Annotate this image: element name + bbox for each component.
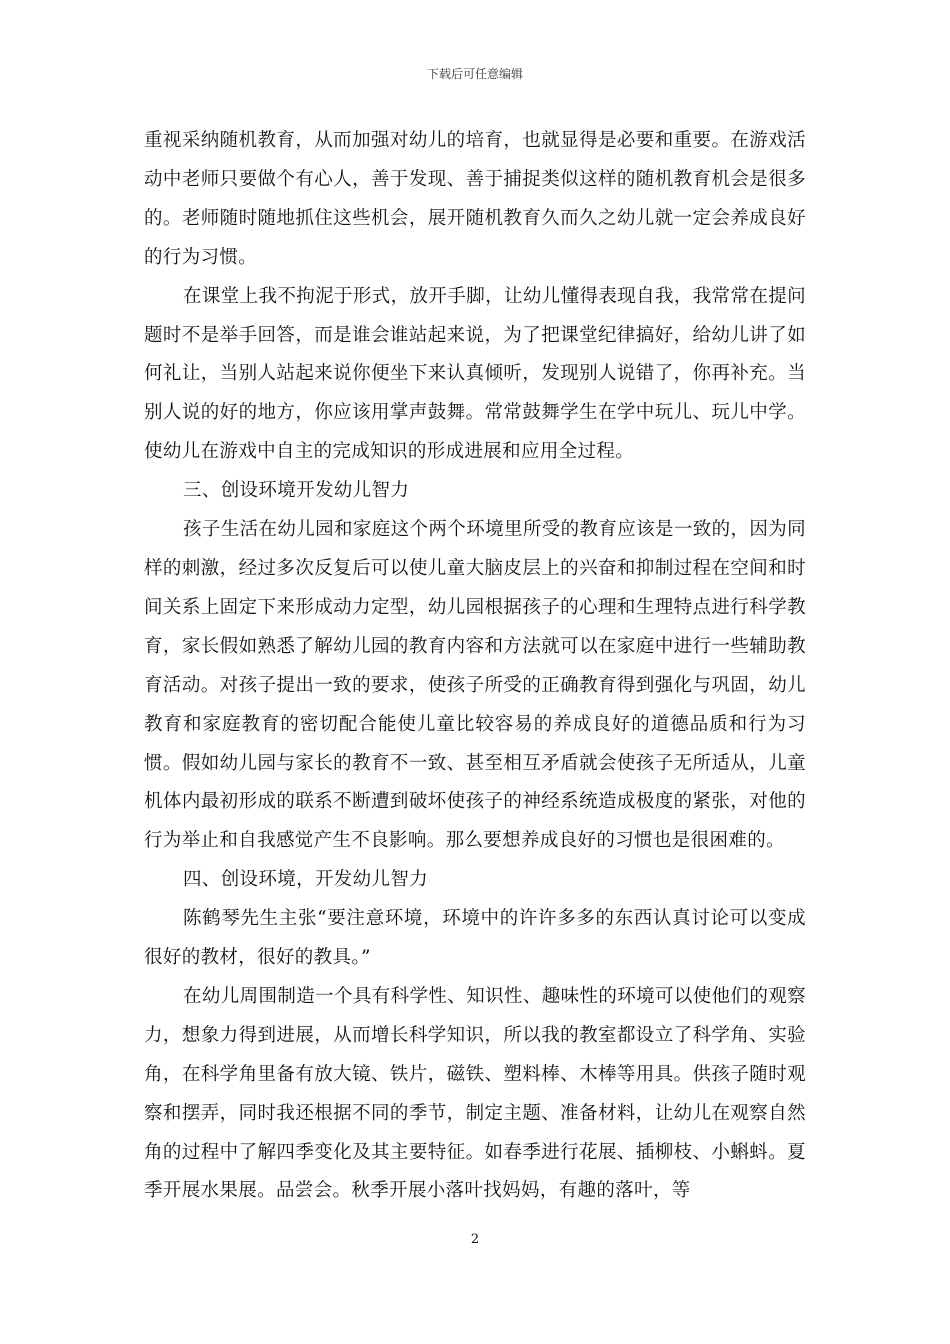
page-header: 下载后可任意编辑 bbox=[426, 67, 523, 81]
section-heading-four: 四、创设环境，开发幼儿智力 bbox=[183, 869, 429, 891]
section-heading-three: 三、创设环境开发幼儿智力 bbox=[183, 480, 410, 502]
paragraph-environment: 在幼儿周围制造一个具有科学性、知识性、趣味性的环境可以使他们的观察力，想象力得到进展，从而增长科学知识，所以我的教室都设立了科学角、实验角，在科学角里备有放大镜、铁片，磁铁、塑料棒、木棒等用具。供孩子随时观察和摆弄，同时我还根据不同的季节，制定主题、准备材料，让幼儿在观察自然角的过程中了解四季变化及其主要特征。如春季进行花展、插柳枝、小蝌蚪。夏季开展水果展。品尝会。秋季开展小落叶找妈妈，有趣的落叶，等 bbox=[144, 985, 806, 1202]
paragraph-continuation: 重视采纳随机教育，从而加强对幼儿的培育，也就显得是必要和重要。在游戏活动中老师只要做个有心人，善于发现、善于捕捉类似这样的随机教育机会是很多的。老师随时随地抓住这些机会，展开随机教育久而久之幼儿就一定会养成良好的行为习惯。 bbox=[144, 130, 806, 268]
paragraph-classroom: 在课堂上我不拘泥于形式，放开手脚，让幼儿懂得表现自我，我常常在提问题时不是举手回答，而是谁会谁站起来说，为了把课堂纪律搞好，给幼儿讲了如何礼让，当别人站起来说你便坐下来认真倾听，发现别人说错了，你再补充。当别人说的好的地方，你应该用掌声鼓舞。常常鼓舞学生在学中玩儿、玩儿中学。使幼儿在游戏中自主的完成知识的形成进展和应用全过程。 bbox=[144, 285, 806, 463]
body-text bbox=[144, 122, 806, 1211]
paragraph-quote: 陈鹤琴先生主张“要注意环境，环境中的许许多多的东西认真讨论可以变成很好的教材，很好的教具。” bbox=[144, 908, 806, 969]
page-number: 2 bbox=[470, 1232, 480, 1247]
paragraph-home-school: 孩子生活在幼儿园和家庭这个两个环境里所受的教育应该是一致的，因为同样的刺激，经过多次反复后可以使儿童大脑皮层上的兴奋和抑制过程在空间和时间关系上固定下来形成动力定型，幼儿园根据孩子的心理和生理特点进行科学教育，家长假如熟悉了解幼儿园的教育内容和方法就可以在家庭中进行一些辅助教育活动。对孩子提出一致的要求，使孩子所受的正确教育得到强化与巩固，幼儿教育和家庭教育的密切配合能使儿童比较容易的养成良好的道德品质和行为习惯。假如幼儿园与家长的教育不一致、甚至相互矛盾就会使孩子无所适从，儿童机体内最初形成的联系不断遭到破坏使孩子的神经系统造成极度的紧张，对他的行为举止和自我感觉产生不良影响。那么要想养成良好的习惯也是很困难的。 bbox=[144, 519, 806, 852]
